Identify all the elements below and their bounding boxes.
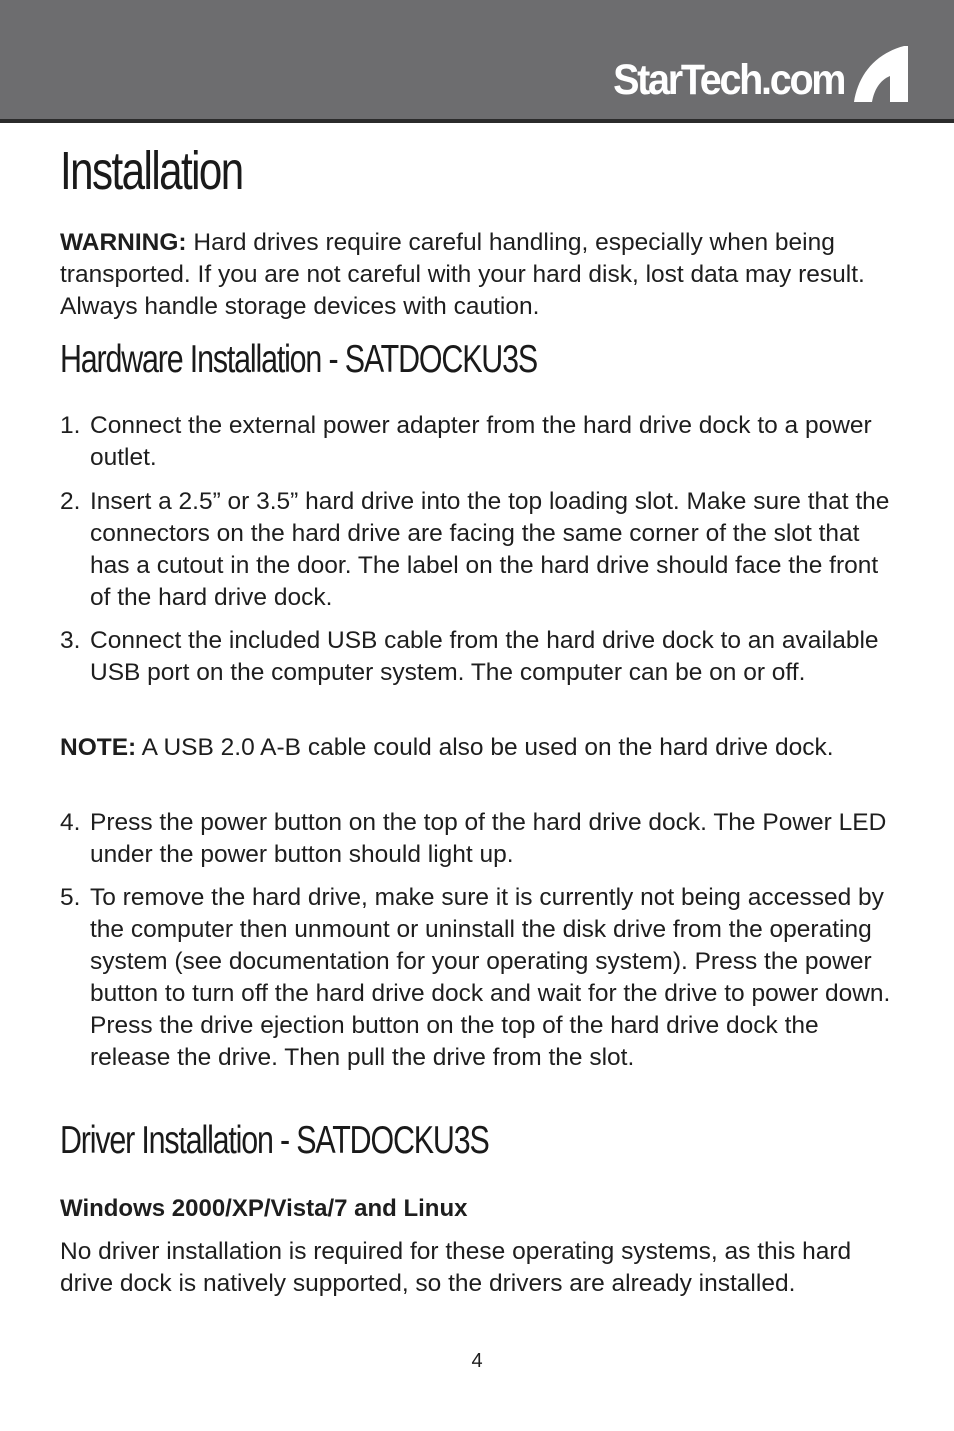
note-label: NOTE: xyxy=(60,734,137,761)
list-item xyxy=(60,807,900,871)
page-header xyxy=(0,0,954,123)
note-paragraph xyxy=(60,732,895,764)
os-subheading: Windows 2000/XP/Vista/7 and Linux xyxy=(60,1195,468,1222)
hardware-installation-heading: Hardware Installation - SATDOCKU3S xyxy=(60,338,537,381)
brand-name: StarTech.com xyxy=(612,56,844,104)
list-item xyxy=(60,625,900,689)
step-text: Connect the included USB cable from the hard drive dock to an available USB port on the computer system. The computer can be on or off. xyxy=(90,627,879,686)
page-title: Installation xyxy=(60,141,243,201)
warning-paragraph xyxy=(60,227,895,323)
step-text: Connect the external power adapter from the hard drive dock to a power outlet. xyxy=(90,412,872,471)
step-number: 4. xyxy=(60,809,81,836)
startech-logo xyxy=(593,42,910,104)
page-number: 4 xyxy=(471,1350,483,1372)
step-number: 5. xyxy=(60,884,81,911)
step-number: 2. xyxy=(60,488,81,515)
step-text: Insert a 2.5” or 3.5” hard drive into the top loading slot. Make sure that the connectors on the hard drive are facing the same corner of the slot that has a cutout in the door. The label on the hard drive should face the front of the hard drive dock. xyxy=(90,488,890,611)
step-text: To remove the hard drive, make sure it is currently not being accessed by the computer then unmount or uninstall the disk drive from the operating system (see documentation for your operating system). Press the power button to turn off the hard drive dock and wait for the drive to power down. Press the drive ejection button on the top of the hard drive dock the release the drive. Then pull the drive from the slot. xyxy=(90,884,891,1071)
warning-label: WARNING: xyxy=(60,229,187,256)
list-item xyxy=(60,410,900,474)
step-text: Press the power button on the top of the hard drive dock. The Power LED under the power button should light up. xyxy=(90,809,887,868)
list-item xyxy=(60,486,900,614)
step-number: 1. xyxy=(60,412,81,439)
note-text: A USB 2.0 A-B cable could also be used on the hard drive dock. xyxy=(136,734,834,761)
list-item xyxy=(60,882,900,1074)
swoosh-logo-icon xyxy=(848,42,910,104)
driver-installation-heading: Driver Installation - SATDOCKU3S xyxy=(60,1119,489,1162)
driver-paragraph: No driver installation is required for these operating systems, as this hard drive dock is natively supported, so the drivers are already installed. xyxy=(60,1238,852,1297)
step-number: 3. xyxy=(60,627,81,654)
warning-text: Hard drives require careful handling, especially when being transported. If you are not careful with your hard disk, lost data may result. Always handle storage devices with caution. xyxy=(60,229,865,320)
